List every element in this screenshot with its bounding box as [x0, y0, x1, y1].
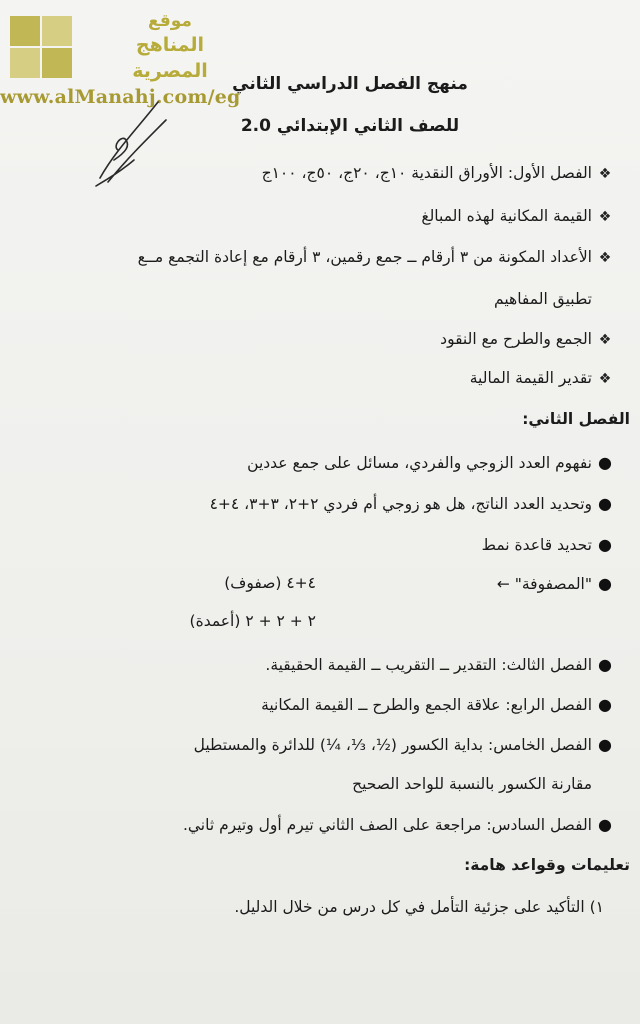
- list-item: ●تحديد قاعدة نمط: [481, 535, 612, 554]
- list-item: ❖الفصل الأول: الأوراق النقدية ١٠ج، ٢٠ج، ٥٠ج، ١٠٠ج: [261, 164, 612, 182]
- bullet-icon: ●: [598, 574, 612, 593]
- watermark-line2: المناهج المصرية: [132, 34, 208, 82]
- matrix-rows: ٤+٤ (صفوف): [224, 574, 316, 592]
- section-heading: الفصل الثاني:: [522, 410, 630, 428]
- instruction-item: ١) التأكيد على جزئية التأمل في كل درس من خلال الدليل.: [234, 898, 604, 916]
- list-item: ●"المصفوفة" ←: [496, 574, 612, 593]
- list-item: ❖القيمة المكانية لهذه المبالغ: [421, 207, 612, 225]
- bullet-icon: ●: [598, 655, 612, 674]
- instructions-heading: تعليمات وقواعد هامة:: [464, 856, 630, 874]
- watermark-url: www.alManahj.com/eg: [0, 86, 241, 108]
- list-item-continuation: تطبيق المفاهيم: [494, 290, 592, 308]
- diamond-bullet-icon: ❖: [598, 209, 612, 225]
- list-item-continuation: مقارنة الكسور بالنسبة للواحد الصحيح: [352, 775, 592, 793]
- list-item: ●الفصل الرابع: علاقة الجمع والطرح ــ القيمة المكانية: [261, 695, 612, 714]
- list-item: ●وتحديد العدد الناتج، هل هو زوجي أم فردي ٢+٢، ٣+٣، ٤+٤: [209, 494, 612, 513]
- list-item: ❖تقدير القيمة المالية: [469, 369, 612, 387]
- bullet-icon: ●: [598, 735, 612, 754]
- diamond-bullet-icon: ❖: [598, 371, 612, 387]
- bullet-icon: ●: [598, 453, 612, 472]
- bullet-icon: ●: [598, 494, 612, 513]
- diamond-bullet-icon: ❖: [598, 250, 612, 266]
- site-logo-icon: [8, 12, 74, 82]
- diamond-bullet-icon: ❖: [598, 332, 612, 348]
- list-item: ❖الجمع والطرح مع النقود: [440, 330, 612, 348]
- list-item: ❖الأعداد المكونة من ٣ أرقام ــ جمع رقمين، ٣ أرقام مع إعادة التجمع مــع: [137, 248, 612, 266]
- page-title: منهج الفصل الدراسي الثاني: [232, 74, 468, 94]
- bullet-icon: ●: [598, 535, 612, 554]
- bullet-icon: ●: [598, 815, 612, 834]
- list-item: ●الفصل السادس: مراجعة على الصف الثاني تيرم أول وتيرم ثاني.: [182, 815, 612, 834]
- diamond-bullet-icon: ❖: [598, 166, 612, 182]
- list-item: ●الفصل الثالث: التقدير ــ التقريب ــ القيمة الحقيقية.: [265, 655, 612, 674]
- bullet-icon: ●: [598, 695, 612, 714]
- list-item: ●الفصل الخامس: بداية الكسور (½، ⅓، ¼) للدائرة والمستطيل: [193, 735, 612, 754]
- page-subtitle: للصف الثاني الإبتدائي 2.0: [240, 116, 460, 136]
- watermark-site-name: [110, 10, 230, 84]
- watermark-line1: موقع: [148, 11, 192, 31]
- matrix-columns: ٢ + ٢ + ٢ (أعمدة): [189, 612, 316, 630]
- list-item: ●نفهوم العدد الزوجي والفردي، مسائل على جمع عددين: [247, 453, 612, 472]
